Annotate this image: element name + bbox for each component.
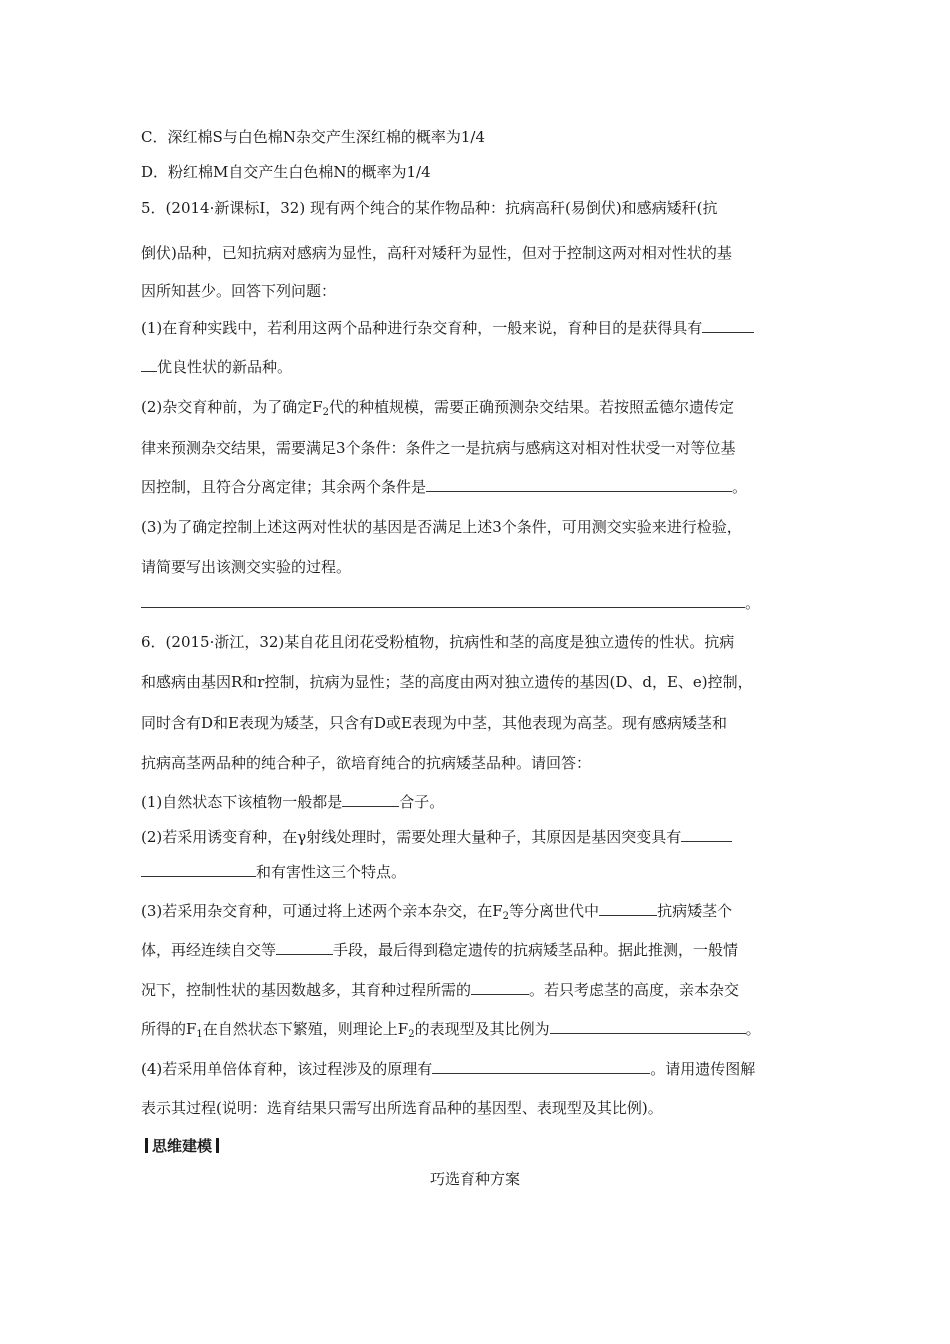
q6-part1-text-a: (1)自然状态下该植物一般都是 bbox=[141, 793, 343, 811]
q6-line-2: 和感病由基因R和r控制，抗病为显性；茎的高度由两对独立遗传的基因(D、d，E、e)控制， bbox=[141, 673, 753, 691]
subscript: 2 bbox=[502, 911, 510, 922]
answer-blank[interactable] bbox=[550, 1019, 746, 1034]
q6-part3 bbox=[141, 901, 732, 927]
answer-blank[interactable] bbox=[432, 1059, 650, 1074]
q6-part3-line-2-text-a: 体，再经连续自交等 bbox=[141, 941, 277, 959]
answer-blank[interactable] bbox=[141, 357, 157, 372]
q6-part4-line-2: 表示其过程(说明：选育结果只需写出所选育品种的基因型、表现型及其比例)。 bbox=[141, 1099, 663, 1117]
subscript: 2 bbox=[322, 407, 330, 418]
q5-part1-cont-text: 优良性状的新品种。 bbox=[157, 358, 293, 376]
q6-part3-line-4-text-a: 所得的F bbox=[141, 1020, 197, 1038]
q6-part3-line-3-text-a: 况下，控制性状的基因数越多，其育种过程所需的 bbox=[141, 981, 472, 999]
answer-blank[interactable] bbox=[141, 862, 256, 877]
q6-line-1: 6．(2015·浙江，32)某自花且闭花受粉植物，抗病性和茎的高度是独立遗传的性状。抗病 bbox=[141, 633, 735, 651]
q6-part4 bbox=[141, 1059, 755, 1079]
q6-part3-line-3 bbox=[141, 980, 739, 1000]
q6-part3-line-3-text-b: 。若只考虑茎的高度，亲本杂交 bbox=[529, 981, 740, 999]
q5-part1-cont bbox=[141, 357, 292, 377]
answer-blank[interactable] bbox=[141, 593, 745, 608]
q5-part1-text: (1)在育种实践中，若利用这两个品种进行杂交育种，一般来说，育种目的是获得具有 bbox=[141, 319, 703, 337]
q5-line-3: 因所知甚少。回答下列问题： bbox=[141, 282, 337, 300]
answer-blank[interactable] bbox=[426, 477, 732, 492]
q6-line-4: 抗病高茎两品种的纯合种子，欲培育纯合的抗病矮茎品种。请回答： bbox=[141, 754, 592, 772]
answer-blank[interactable] bbox=[681, 827, 732, 842]
q6-part3-line-4 bbox=[141, 1019, 761, 1045]
answer-blank[interactable] bbox=[276, 940, 333, 955]
answer-blank[interactable] bbox=[599, 901, 657, 916]
section-subtitle: 巧选育种方案 bbox=[429, 1170, 520, 1188]
q5-part3-line-2: 请简要写出该测交实验的过程。 bbox=[141, 558, 352, 576]
q6-part2 bbox=[141, 827, 732, 847]
q5-part2-line-2: 律来预测杂交结果，需要满足3个条件：条件之一是抗病与感病这对相对性状受一对等位基 bbox=[141, 439, 736, 457]
heading-bar-right bbox=[216, 1138, 219, 1153]
q5-part3: (3)为了确定控制上述这两对性状的基因是否满足上述3个条件，可用测交实验来进行检验， bbox=[141, 518, 742, 536]
q6-part1 bbox=[141, 792, 444, 812]
q6-part4-text-b: 。请用遗传图解 bbox=[650, 1060, 756, 1078]
q5-part2-text-b: 代的种植规模，需要正确预测杂交结果。若按照孟德尔遗传定 bbox=[329, 398, 735, 416]
subscript: 2 bbox=[408, 1029, 415, 1040]
q5-part2-text-a: (2)杂交育种前，为了确定F bbox=[141, 398, 323, 416]
period: 。 bbox=[745, 594, 761, 612]
subscript: 1 bbox=[196, 1029, 203, 1040]
q5-line-2: 倒伏)品种，已知抗病对感病为显性，高秆对矮秆为显性，但对于控制这两对相对性状的基 bbox=[141, 244, 732, 262]
q6-part3-text-b: 等分离世代中 bbox=[509, 902, 600, 920]
option-c: C．深红棉S与白色棉N杂交产生深红棉的概率为1/4 bbox=[141, 128, 486, 146]
q6-part3-line-4-text-c: 的表现型及其比例为 bbox=[414, 1020, 550, 1038]
q5-part2 bbox=[141, 397, 734, 423]
q6-part3-line-2-text-b: 手段，最后得到稳定遗传的抗病矮茎品种。据此推测，一般情 bbox=[333, 941, 739, 959]
q6-part4-text-a: (4)若采用单倍体育种，该过程涉及的原理有 bbox=[141, 1060, 433, 1078]
q5-line-1: 5．(2014·新课标Ⅰ，32) 现有两个纯合的某作物品种：抗病高秆(易倒伏)和感病矮秆(抗 bbox=[141, 199, 718, 217]
q6-part1-text-b: 合子。 bbox=[399, 793, 445, 811]
heading-bar-left bbox=[145, 1138, 148, 1153]
answer-blank[interactable] bbox=[702, 318, 754, 333]
q5-part3-answer bbox=[141, 593, 760, 613]
period: 。 bbox=[732, 478, 748, 496]
q6-part3-text-a: (3)若采用杂交育种，可通过将上述两个亲本杂交，在F bbox=[141, 902, 503, 920]
q6-part3-line-2 bbox=[141, 940, 738, 960]
answer-blank[interactable] bbox=[471, 980, 529, 995]
q5-part2-line-3 bbox=[141, 477, 747, 497]
q5-part2-line-3-text: 因控制，且符合分离定律；其余两个条件是 bbox=[141, 478, 427, 496]
q6-part3-text-c: 抗病矮茎个 bbox=[657, 902, 733, 920]
q6-part2-cont bbox=[141, 862, 406, 882]
period: 。 bbox=[745, 1020, 761, 1038]
q6-line-3: 同时含有D和E表现为矮茎，只含有D或E表现为中茎，其他表现为高茎。现有感病矮茎和 bbox=[141, 714, 727, 732]
q6-part2-text: (2)若采用诱变育种，在γ射线处理时，需要处理大量种子，其原因是基因突变具有 bbox=[141, 828, 682, 846]
q6-part2-cont-text: 和有害性这三个特点。 bbox=[256, 863, 407, 881]
answer-blank[interactable] bbox=[342, 792, 399, 807]
section-heading-text: 思维建模 bbox=[152, 1137, 213, 1155]
section-heading bbox=[141, 1135, 223, 1156]
option-d: D．粉红棉M自交产生白色棉N的概率为1/4 bbox=[141, 163, 431, 181]
q6-part3-line-4-text-b: 在自然状态下繁殖，则理论上F bbox=[202, 1020, 409, 1038]
q5-part1 bbox=[141, 318, 754, 338]
